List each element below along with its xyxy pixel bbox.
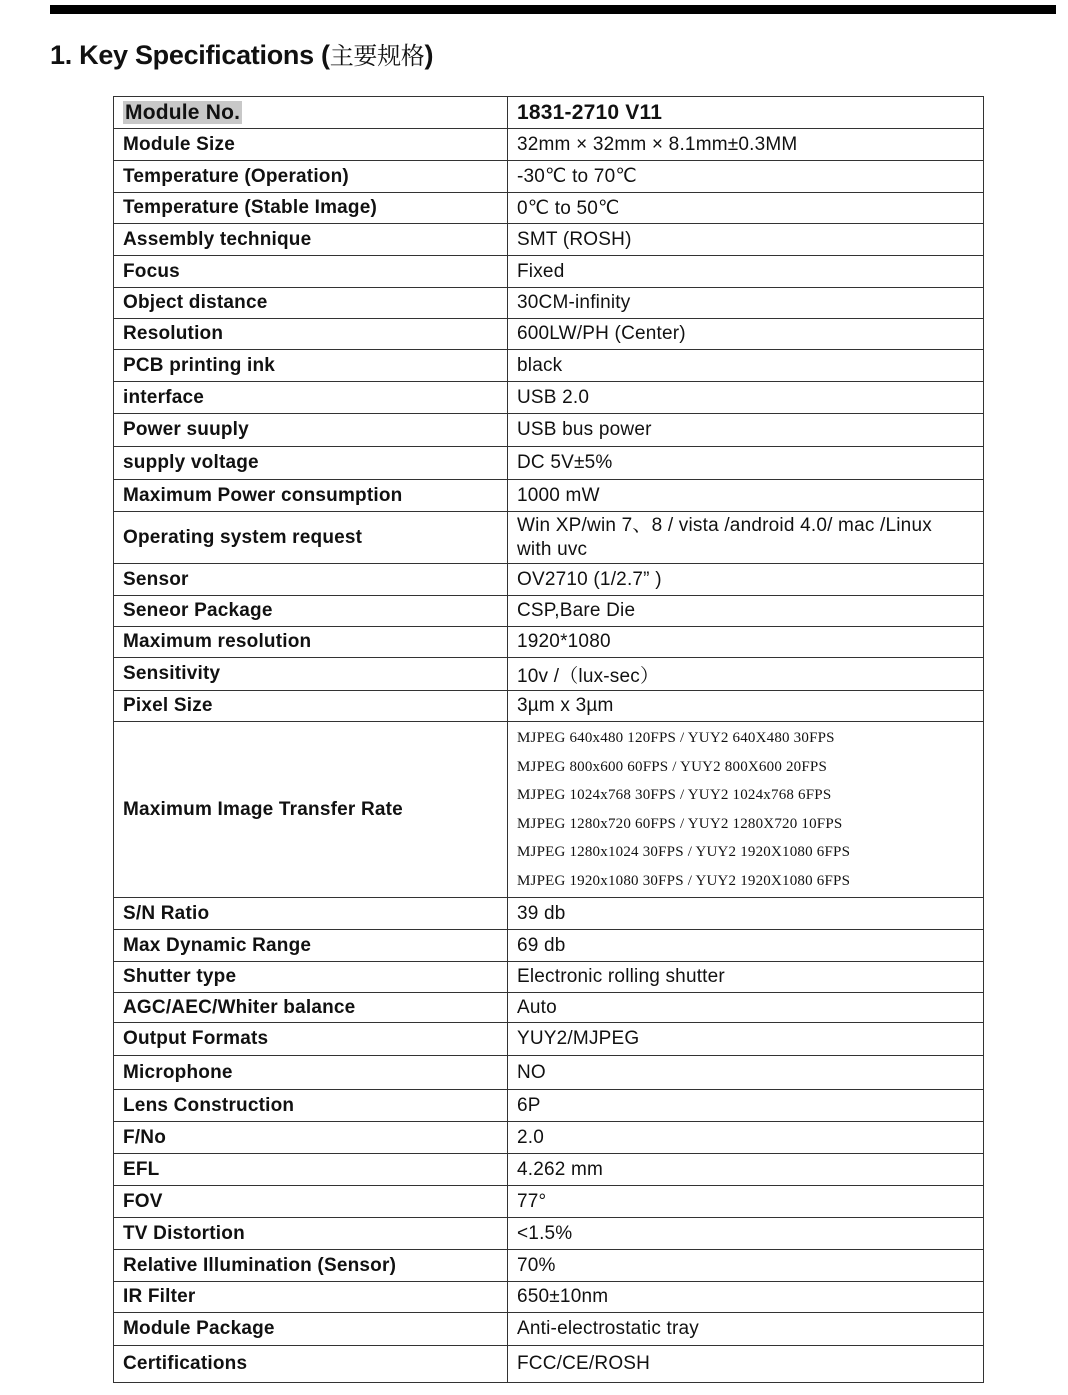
- spec-label: [114, 224, 508, 256]
- spec-label-text: supply voltage: [123, 452, 259, 473]
- spec-value-text: CSP,Bare Die: [517, 600, 636, 621]
- spec-label-text: AGC/AEC/Whiter balance: [123, 996, 356, 1018]
- spec-label: [114, 691, 508, 722]
- spec-label: [114, 962, 508, 993]
- spec-value-text: OV2710 (1/2.7” ): [517, 568, 662, 590]
- spec-row: [114, 256, 984, 288]
- spec-value: [508, 962, 984, 993]
- spec-label: [114, 1218, 508, 1250]
- spec-label: [114, 382, 508, 414]
- spec-label-text: IR Filter: [123, 1286, 196, 1307]
- spec-value: [508, 480, 984, 512]
- spec-label-text: F/No: [123, 1126, 167, 1148]
- title-close: ): [424, 40, 434, 70]
- spec-label-text: Pixel Size: [123, 695, 213, 716]
- spec-label: [114, 658, 508, 691]
- spec-label: [114, 1056, 508, 1090]
- spec-label-text: Module Size: [123, 133, 235, 155]
- spec-label: [114, 97, 508, 129]
- spec-row: [114, 512, 984, 564]
- spec-label-text: Assembly technique: [123, 228, 312, 250]
- section-title: [50, 36, 433, 71]
- spec-label: [114, 129, 508, 161]
- spec-label-text: Seneor Package: [123, 600, 273, 621]
- spec-label: [114, 930, 508, 962]
- spec-row: [114, 993, 984, 1023]
- spec-row: [114, 480, 984, 512]
- spec-value: [508, 1056, 984, 1090]
- spec-row: [114, 596, 984, 627]
- spec-value: [508, 658, 984, 691]
- spec-label-text: Power suuply: [123, 419, 249, 440]
- spec-value-text: Win XP/win 7、8 / vista /android 4.0/ mac /Linux: [517, 514, 932, 536]
- transfer-rate-line: MJPEG 640x480 120FPS / YUY2 640X480 30FPS: [517, 730, 835, 746]
- spec-label: [114, 512, 508, 564]
- spec-row: [114, 1023, 984, 1056]
- spec-label: [114, 288, 508, 319]
- spec-value-text: <1.5%: [517, 1222, 573, 1244]
- spec-label: [114, 1282, 508, 1313]
- spec-label: [114, 1346, 508, 1383]
- spec-value-text: 39 db: [517, 902, 566, 924]
- spec-row: [114, 1218, 984, 1250]
- spec-row: [114, 350, 984, 382]
- spec-label-text: Certifications: [123, 1353, 248, 1374]
- spec-row: [114, 1313, 984, 1346]
- spec-value-text: with uvc: [517, 538, 588, 560]
- spec-label-text: FOV: [123, 1190, 163, 1212]
- spec-label-text: Temperature (Operation): [123, 165, 349, 187]
- spec-label-text: Temperature (Stable Image): [123, 197, 378, 218]
- spec-label-text: Lens Construction: [123, 1094, 295, 1116]
- transfer-rate-line: MJPEG 1024x768 30FPS / YUY2 1024x768 6FPS: [517, 787, 832, 803]
- spec-value: [508, 193, 984, 224]
- spec-value: [508, 161, 984, 193]
- spec-label: [114, 1313, 508, 1346]
- spec-row: [114, 962, 984, 993]
- spec-value: [508, 129, 984, 161]
- spec-value: [508, 627, 984, 658]
- spec-row: [114, 1090, 984, 1122]
- spec-label-text: Microphone: [123, 1061, 233, 1083]
- spec-label-text: Maximum Power consumption: [123, 484, 403, 506]
- spec-value: [508, 224, 984, 256]
- spec-value: [508, 382, 984, 414]
- spec-label: [114, 414, 508, 447]
- spec-label-text: Sensor: [123, 568, 189, 590]
- spec-row: [114, 288, 984, 319]
- spec-label-text: Shutter type: [123, 966, 237, 987]
- spec-label: [114, 627, 508, 658]
- spec-value-text: 2.0: [517, 1126, 545, 1148]
- spec-label: [114, 350, 508, 382]
- spec-label: [114, 193, 508, 224]
- spec-value: [508, 1313, 984, 1346]
- spec-value-text: Auto: [517, 996, 557, 1018]
- spec-label: [114, 161, 508, 193]
- spec-value-text: 1920*1080: [517, 631, 611, 652]
- spec-value-text: Electronic rolling shutter: [517, 966, 725, 987]
- spec-row: [114, 382, 984, 414]
- spec-label: [114, 1250, 508, 1282]
- spec-value-text: YUY2/MJPEG: [517, 1028, 640, 1049]
- spec-row: [114, 1346, 984, 1383]
- spec-label: [114, 319, 508, 350]
- spec-row: [114, 898, 984, 930]
- title-chinese: 主要规格: [329, 42, 425, 70]
- spec-value-text: Anti-electrostatic tray: [517, 1318, 699, 1339]
- spec-row: [114, 1186, 984, 1218]
- spec-value-text: NO: [517, 1061, 546, 1083]
- spec-value: [508, 1154, 984, 1186]
- spec-value: [508, 414, 984, 447]
- spec-row: [114, 691, 984, 722]
- transfer-rate-line: MJPEG 1920x1080 30FPS / YUY2 1920X1080 6FPS: [517, 872, 851, 889]
- spec-label-text: interface: [123, 386, 205, 408]
- spec-value-text: 32mm × 32mm × 8.1mm±0.3MM: [517, 133, 798, 155]
- spec-label-text: Maximum resolution: [123, 631, 312, 652]
- spec-row: [114, 97, 984, 129]
- spec-value: [508, 596, 984, 627]
- spec-row: [114, 129, 984, 161]
- spec-value-text: 650±10nm: [517, 1286, 609, 1307]
- spec-value: [508, 1186, 984, 1218]
- spec-row: [114, 193, 984, 224]
- spec-row: [114, 930, 984, 962]
- spec-label-text: Object distance: [123, 292, 268, 313]
- spec-row: [114, 414, 984, 447]
- transfer-rate-line: MJPEG 800x600 60FPS / YUY2 800X600 20FPS: [517, 758, 828, 775]
- spec-value: [508, 564, 984, 596]
- specifications-table: [113, 96, 984, 1383]
- spec-row: [114, 627, 984, 658]
- spec-value-text: 70%: [517, 1254, 556, 1276]
- spec-value: [508, 691, 984, 722]
- spec-label-text: Relative Illumination (Sensor): [123, 1254, 397, 1276]
- spec-value-text: USB bus power: [517, 419, 652, 440]
- spec-row: [114, 1122, 984, 1154]
- spec-value: [508, 898, 984, 930]
- spec-value: [508, 256, 984, 288]
- spec-value: [508, 288, 984, 319]
- spec-value-text: 1831-2710 V11: [517, 100, 663, 124]
- spec-value: [508, 930, 984, 962]
- spec-label: [114, 1186, 508, 1218]
- spec-value: [508, 1090, 984, 1122]
- header-rule: [50, 5, 1056, 14]
- spec-label-text: TV Distortion: [123, 1222, 245, 1244]
- spec-value: [508, 97, 984, 129]
- spec-value: [508, 350, 984, 382]
- spec-label-text: Sensitivity: [123, 663, 221, 684]
- spec-value-text: 30CM-infinity: [517, 292, 631, 313]
- spec-value-text: -30℃ to 70℃: [517, 166, 637, 187]
- spec-value-text: 3µm x 3µm: [517, 695, 614, 716]
- spec-label-text: S/N Ratio: [123, 902, 210, 924]
- spec-value: [508, 1122, 984, 1154]
- spec-label-text: Max Dynamic Range: [123, 934, 312, 956]
- spec-row: [114, 1250, 984, 1282]
- spec-value-text: SMT (ROSH): [517, 228, 632, 250]
- spec-value-text: DC 5V±5%: [517, 452, 613, 473]
- spec-label: [114, 480, 508, 512]
- spec-value-text: USB 2.0: [517, 386, 590, 408]
- spec-row: [114, 1154, 984, 1186]
- spec-value-text: 77°: [517, 1190, 547, 1212]
- spec-label: [114, 1122, 508, 1154]
- spec-label: [114, 596, 508, 627]
- spec-label: [114, 898, 508, 930]
- spec-value-text: black: [517, 354, 563, 376]
- spec-value: [508, 512, 984, 564]
- spec-value-text: 4.262 mm: [517, 1158, 604, 1180]
- spec-label: [114, 1154, 508, 1186]
- spec-label: [114, 564, 508, 596]
- spec-value-text: 0℃ to 50℃: [517, 197, 620, 219]
- spec-row: [114, 658, 984, 691]
- spec-value-text: 10v /（lux-sec）: [517, 665, 660, 687]
- spec-value: [508, 1346, 984, 1383]
- spec-row: [114, 564, 984, 596]
- transfer-rate-line: MJPEG 1280x1024 30FPS / YUY2 1920X1080 6FPS: [517, 844, 851, 860]
- spec-value: [508, 447, 984, 480]
- spec-value-text: 6P: [517, 1094, 541, 1116]
- spec-row: [114, 161, 984, 193]
- spec-label-text: Maximum Image Transfer Rate: [123, 798, 403, 820]
- spec-label: [114, 1090, 508, 1122]
- spec-label-text: Resolution: [123, 323, 224, 344]
- spec-row: [114, 224, 984, 256]
- spec-row: [114, 319, 984, 350]
- spec-label: [114, 256, 508, 288]
- spec-label-text: PCB printing ink: [123, 354, 276, 376]
- spec-label-text: Module Package: [123, 1318, 275, 1339]
- spec-value-text: 69 db: [517, 934, 566, 956]
- spec-value-text: 1000 mW: [517, 484, 600, 506]
- spec-value: [508, 1218, 984, 1250]
- spec-value-text: FCC/CE/ROSH: [517, 1353, 651, 1374]
- spec-label: [114, 993, 508, 1023]
- spec-value: [508, 1023, 984, 1056]
- spec-value: [508, 319, 984, 350]
- spec-row: [114, 447, 984, 480]
- spec-label-text: EFL: [123, 1158, 160, 1180]
- title-text: 1. Key Specifications (: [50, 40, 330, 70]
- spec-label: [114, 722, 508, 898]
- spec-value: [508, 1282, 984, 1313]
- spec-label-text: Operating system request: [123, 526, 363, 548]
- spec-value: [508, 993, 984, 1023]
- spec-row: [114, 1056, 984, 1090]
- spec-value-text: Fixed: [517, 260, 565, 282]
- spec-value: [508, 1250, 984, 1282]
- spec-label: [114, 1023, 508, 1056]
- transfer-rate-line: MJPEG 1280x720 60FPS / YUY2 1280X720 10FPS: [517, 815, 843, 832]
- spec-label: [114, 447, 508, 480]
- spec-value-text: 600LW/PH (Center): [517, 323, 686, 344]
- spec-row: [114, 722, 984, 898]
- spec-label-text: Module No.: [125, 100, 241, 124]
- spec-label-text: Output Formats: [123, 1028, 269, 1049]
- spec-value: [508, 722, 984, 898]
- spec-row: [114, 1282, 984, 1313]
- spec-label-text: Focus: [123, 260, 180, 282]
